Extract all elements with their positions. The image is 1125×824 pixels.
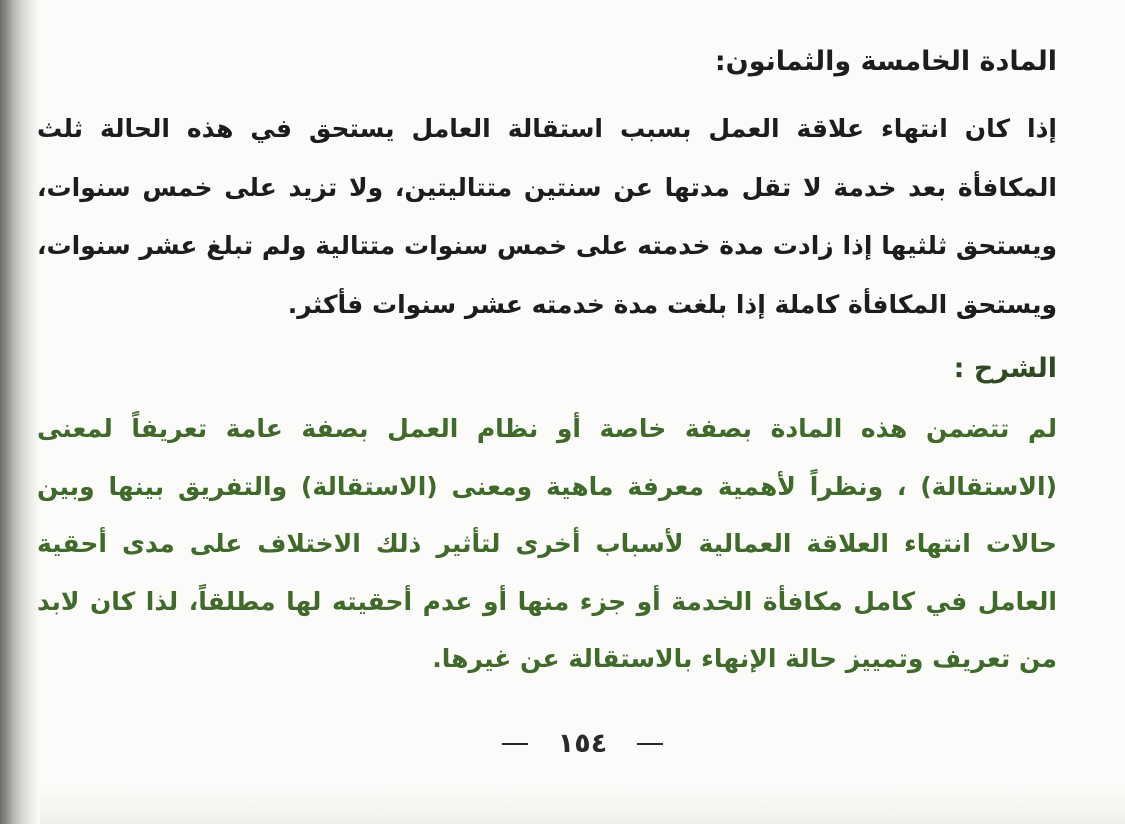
explanation-heading: الشرح : (953, 353, 1057, 384)
document-page (37, 0, 1125, 824)
book-spine-shadow (0, 0, 40, 824)
page-footer (40, 728, 1125, 759)
article-heading: المادة الخامسة والثمانون: (714, 46, 1057, 77)
explanation-body: لم تتضمن هذه المادة بصفة خاصة أو نظام العمل بصفة عامة تعريفاً لمعنى (الاستقالة) ، ونظراً لأهمية معرفة ماهية ومعنى (الاستقالة) والتفريق بينها وبين حالات انتهاء العلاقة العمالية لأسباب أخرى لتأثير ذلك الاختلاف على مدى أحقية العامل في كامل مكافأة الخدمة أو جزء منها أو عدم أحقيته لها مطلقاً، لذا كان لابد من تعريف وتمييز حالة الإنهاء بالاستقالة عن غيرها. (37, 414, 1057, 673)
page-bottom-shade (40, 790, 1125, 824)
footer-dash-right (637, 743, 663, 745)
footer-dash-left (502, 743, 528, 745)
article-body: إذا كان انتهاء علاقة العمل بسبب استقالة العامل يستحق في هذه الحالة ثلث المكافأة بعد خدمة لا تقل مدتها عن سنتين متتاليتين، ولا تزيد على خمس سنوات، ويستحق ثلثيها إذا زادت مدة خدمته على خمس سنوات متتالية ولم تبلغ عشر سنوات، ويستحق المكافأة كاملة إذا بلغت مدة خدمته عشر سنوات فأكثر. (37, 114, 1057, 319)
page-number: ١٥٤ (557, 728, 608, 759)
